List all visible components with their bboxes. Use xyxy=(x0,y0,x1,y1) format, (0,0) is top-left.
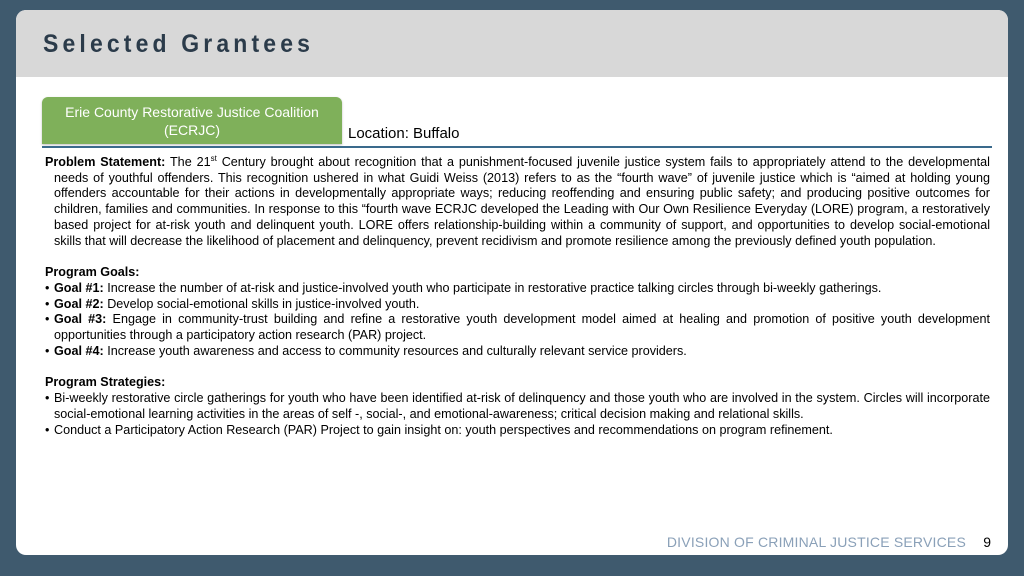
goal-text: Engage in community-trust building and refine a restorative youth development model aimed at healing and promotion of positive youth development opportunities through a participatory action research (PAR) project. xyxy=(54,312,991,343)
problem-statement xyxy=(45,155,990,249)
goal-label: Goal #1: xyxy=(54,280,104,295)
goal-item: • Goal #4: Increase youth awareness and access to community resources and culturally relevant service providers. xyxy=(45,343,687,358)
problem-statement-label: Problem Statement: xyxy=(45,155,166,169)
strategy-item: • Bi-weekly restorative circle gatherings for youth who have been identified at-risk of delinquency and those youth who are involved in the system. Circles will incorporate social-emotional learning activities in the areas of self -, social-, and emotional-awareness; critical decision making and relational skills. xyxy=(45,391,990,421)
goal-text: Increase youth awareness and access to community resources and culturally relevant service providers. xyxy=(103,343,687,358)
grantee-name-box: Erie County Restorative Justice Coalition (ECRJC) xyxy=(42,97,342,144)
strategy-text: Conduct a Participatory Action Research (PAR) Project to gain insight on: youth perspectives and recommendations on program refinement. xyxy=(54,422,833,437)
goal-label: Goal #4: xyxy=(54,343,104,358)
problem-superscript: st xyxy=(210,153,217,163)
title-bar xyxy=(16,10,1008,77)
strategy-text: Bi-weekly restorative circle gatherings for youth who have been identified at-risk of delinquency and those youth who are involved in the system. Circles will incorporate social-emotional learning activities in the areas of self -, social-, and emotional-awareness; critical decision making and relational skills. xyxy=(54,391,990,421)
footer xyxy=(0,534,1024,554)
content-body xyxy=(45,155,990,438)
program-strategies-heading: Program Strategies: xyxy=(45,375,166,390)
slide xyxy=(16,10,1008,555)
goal-label: Goal #2: xyxy=(54,296,104,311)
location-label: Location: Buffalo xyxy=(348,125,460,142)
footer-org-name: DIVISION OF CRIMINAL JUSTICE SERVICES xyxy=(666,534,966,550)
divider xyxy=(42,146,992,148)
page-number: 9 xyxy=(983,534,991,550)
program-goals-heading: Program Goals: xyxy=(45,265,140,280)
goal-text: Increase the number of at-risk and justice-involved youth who participate in restorative practice talking circles through bi-weekly gatherings. xyxy=(103,280,882,295)
goal-item: • Goal #3: Engage in community-trust building and refine a restorative youth development model aimed at healing and promotion of positive youth development opportunities through a participatory action research (PAR) project. xyxy=(45,312,991,343)
goal-label: Goal #3: xyxy=(54,312,107,327)
goal-item: • Goal #2: Develop social-emotional skills in justice-involved youth. xyxy=(45,296,420,311)
slide-title: Selected Grantees xyxy=(43,30,315,58)
strategy-item: • Conduct a Participatory Action Research (PAR) Project to gain insight on: youth perspectives and recommendations on program refinement. xyxy=(45,422,833,437)
problem-text-start: The 21 xyxy=(165,155,211,169)
goal-item: • Goal #1: Increase the number of at-risk and justice-involved youth who participate in restorative practice talking circles through bi-weekly gatherings. xyxy=(45,280,882,295)
goal-text: Develop social-emotional skills in justice-involved youth. xyxy=(103,296,420,311)
problem-text-rest: Century brought about recognition that a punishment-focused juvenile justice system fails to appropriately attend to the developmental needs of youthful offenders. This recognition ushered in what Guidi Weiss (2013) refers to as the “fourth wave” of juvenile justice which is “aimed at holding young offenders accountable for their actions in developmentally appropriate ways; reducing reoffending and ensuring public safety; and producing positive outcomes for children, families and communities. In response to this “fourth wave ECRJC developed the Leading with Our Own Resilience Everyday (LORE) program, a restoratively based project for at-risk youth and delinquent youth. LORE offers relationship-building within a community of support, and opportunities to develop social-emotional skills that will decrease the likelihood of placement and delinquency, prevent recidivism and promote resilience among the previously defined youth population. xyxy=(54,155,990,248)
